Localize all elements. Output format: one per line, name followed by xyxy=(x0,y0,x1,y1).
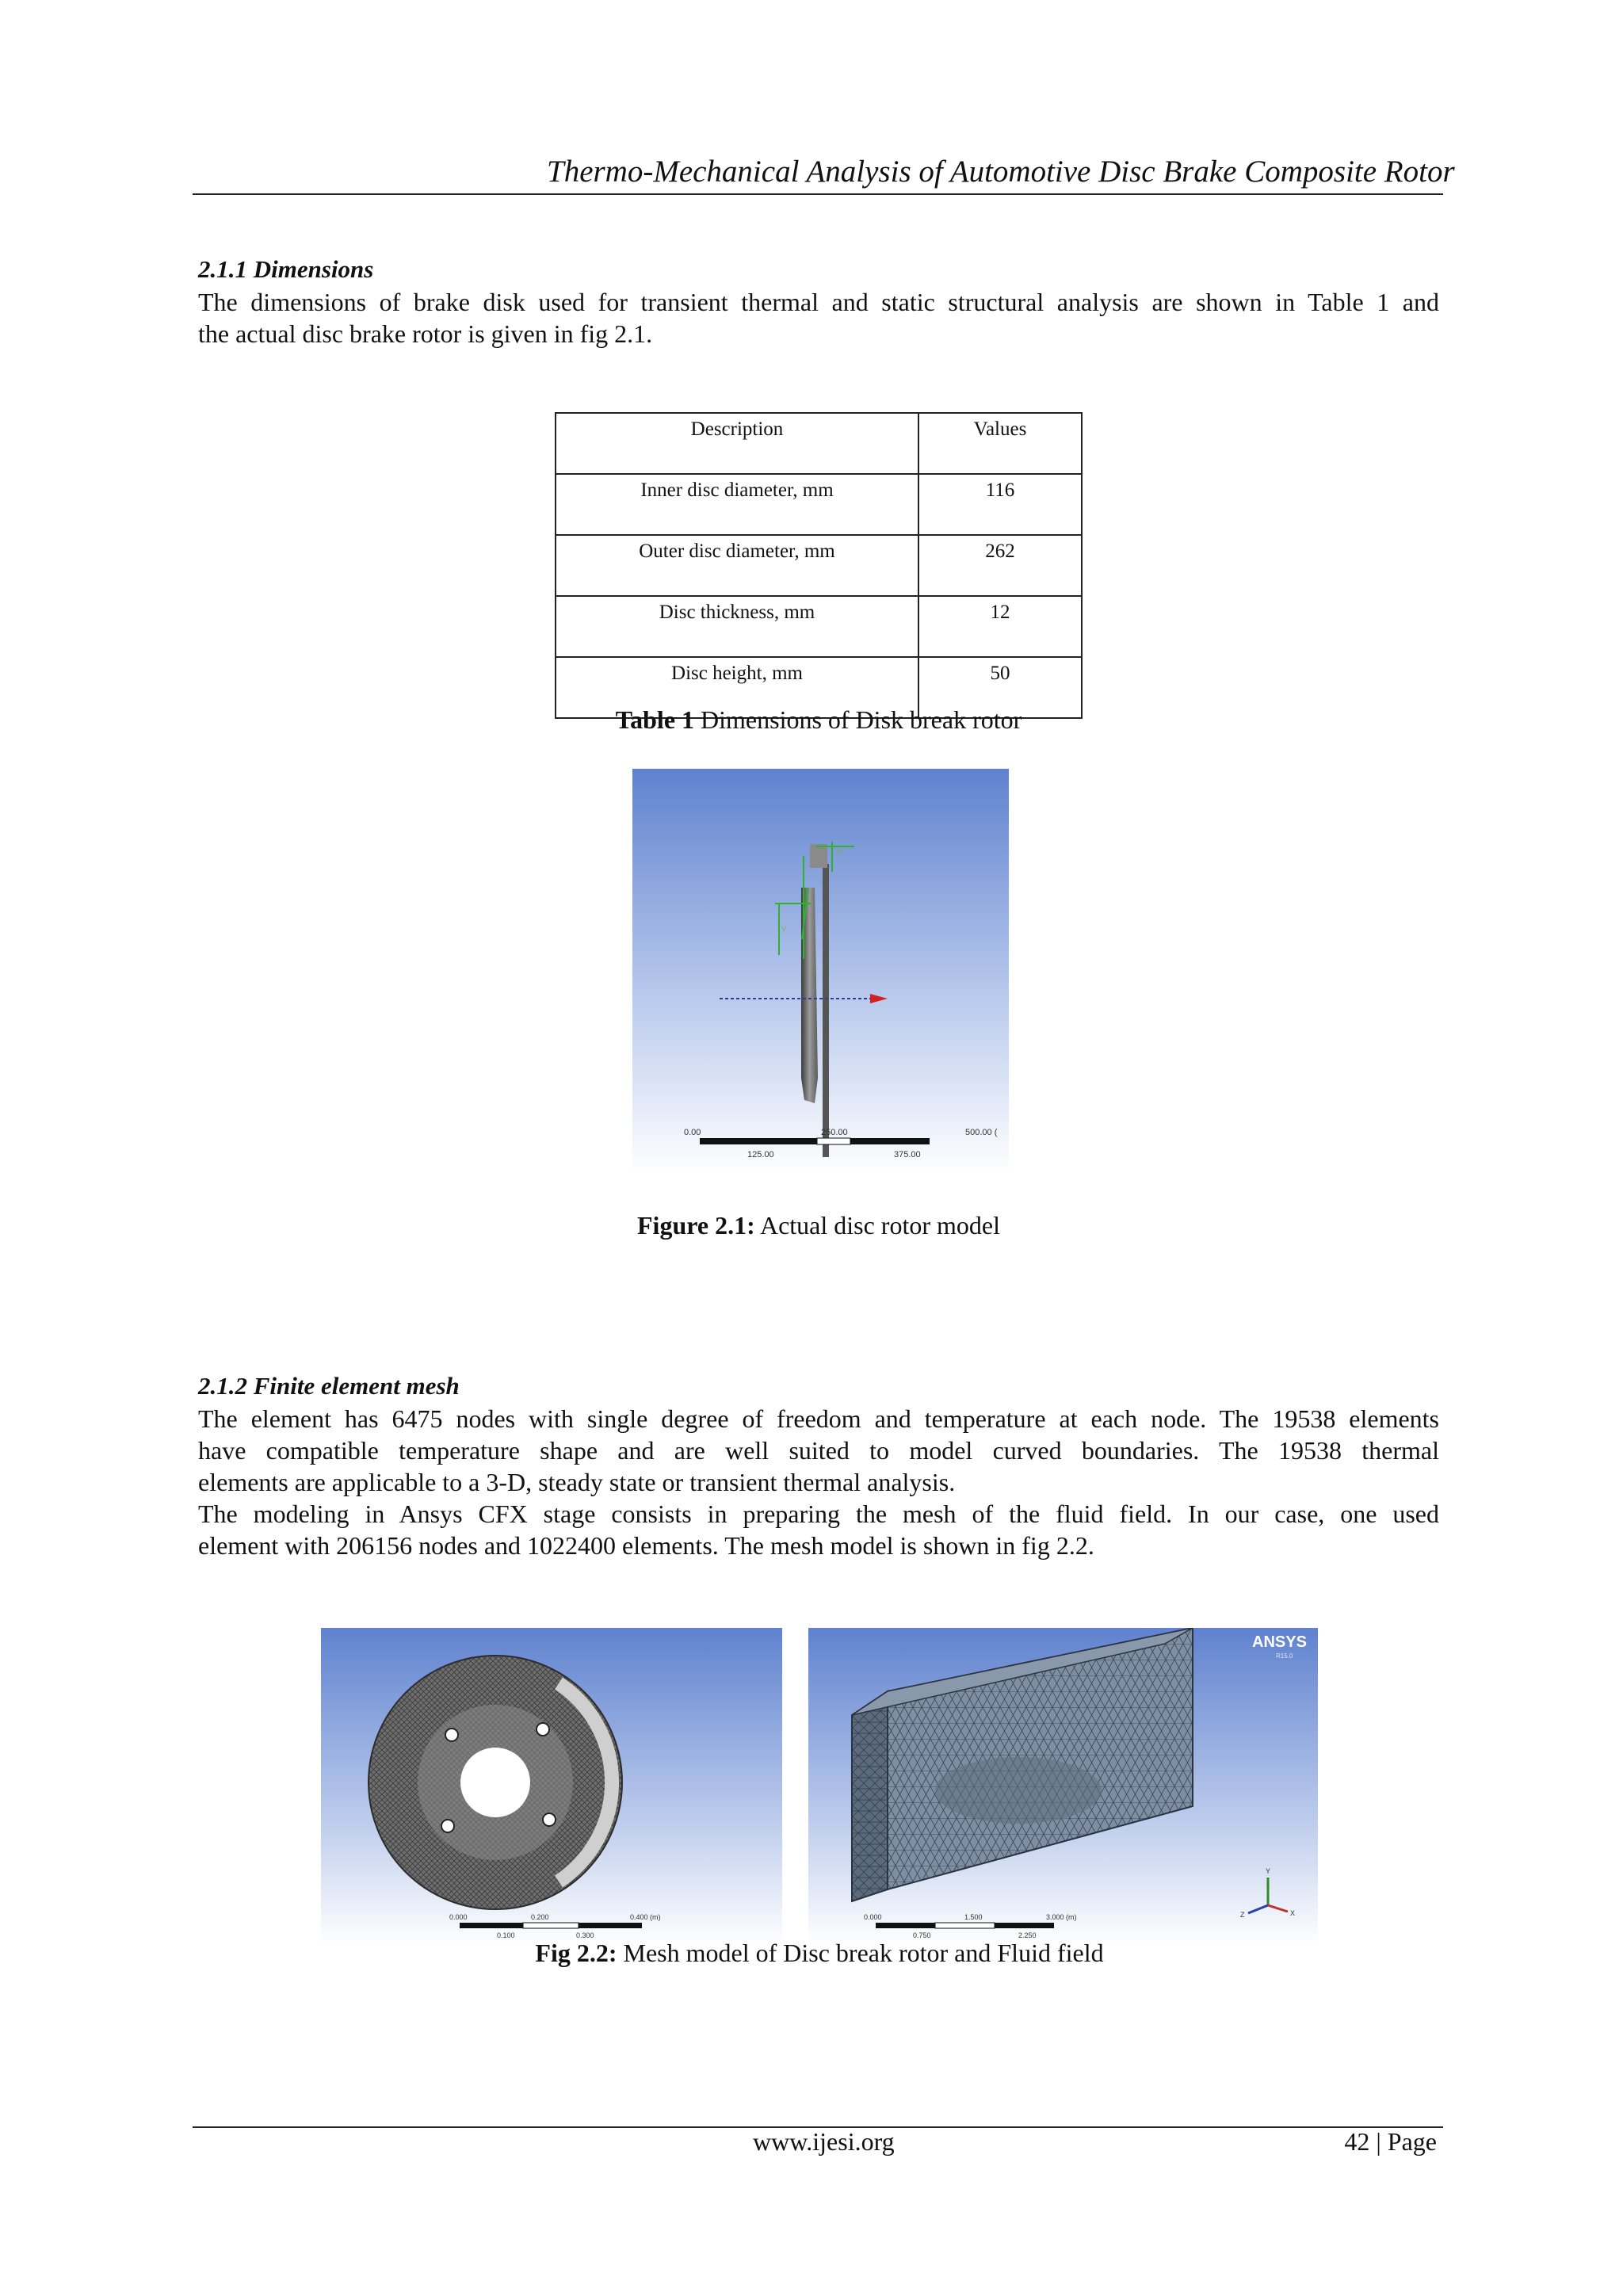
table-row xyxy=(556,535,1082,596)
fluid-mesh-image xyxy=(808,1628,1318,1945)
table-cell: 262 xyxy=(918,535,1082,596)
caption-text: Dimensions of Disk break rotor xyxy=(694,705,1022,734)
paragraph-line: elements are applicable to a 3-D, steady state or transient thermal analysis. xyxy=(198,1468,956,1496)
mesh-paragraph xyxy=(198,1403,1439,1561)
paragraph-line: The dimensions of brake disk used for transient thermal and static structural analysis are shown in Table 1 and xyxy=(198,288,1439,316)
scale-label: 2.250 xyxy=(1018,1931,1037,1939)
table-header-cell: Description xyxy=(556,413,918,474)
scale-label: 0.200 xyxy=(531,1913,549,1921)
ansys-logo: ANSYS xyxy=(1252,1633,1307,1651)
table-cell: Disc height, mm xyxy=(556,657,918,718)
paragraph-line: The modeling in Ansys CFX stage consists in preparing the mesh of the fluid field. In our case, one used xyxy=(198,1499,1439,1528)
axis-label: Y xyxy=(1266,1867,1271,1875)
scale-label: 0.100 xyxy=(497,1931,515,1939)
table-cell: Disc thickness, mm xyxy=(556,596,918,657)
table-header-cell: Values xyxy=(918,413,1082,474)
caption-label: Fig 2.2: xyxy=(535,1939,617,1967)
dimensions-table xyxy=(555,412,1083,719)
figure-fluid-mesh xyxy=(808,1628,1318,1945)
table-header-row xyxy=(556,413,1082,474)
table-row xyxy=(556,474,1082,535)
header-rule xyxy=(193,193,1443,195)
paragraph-line: have compatible temperature shape and are well suited to model curved boundaries. The 19538 thermal xyxy=(198,1436,1439,1465)
scale-label: 0.300 xyxy=(576,1931,594,1939)
table-row xyxy=(556,596,1082,657)
figure-caption xyxy=(321,1939,1318,1968)
table-cell: Outer disc diameter, mm xyxy=(556,535,918,596)
scale-label: 3.000 (m) xyxy=(1046,1913,1077,1921)
scale-label: 0.400 (m) xyxy=(630,1913,661,1921)
scale-label: 1.500 xyxy=(964,1913,983,1921)
scale-label: 250.00 xyxy=(821,1128,848,1137)
scale-label: 0.750 xyxy=(913,1931,931,1939)
scale-label: 0.000 xyxy=(864,1913,882,1921)
svg-text:V: V xyxy=(781,925,787,933)
section-heading-dimensions: 2.1.1 Dimensions xyxy=(198,255,374,283)
table-cell: 50 xyxy=(918,657,1082,718)
dimensions-paragraph xyxy=(198,286,1439,350)
section-heading-mesh: 2.1.2 Finite element mesh xyxy=(198,1372,460,1400)
paragraph-line: the actual disc brake rotor is given in fig 2.1. xyxy=(198,319,653,348)
table-cell: Inner disc diameter, mm xyxy=(556,474,918,535)
figure-caption xyxy=(555,1211,1083,1240)
caption-label: Table 1 xyxy=(615,705,695,734)
caption-text: Actual disc rotor model xyxy=(754,1211,1000,1240)
scale-label: 125.00 xyxy=(747,1150,774,1159)
svg-text:R: R xyxy=(837,848,842,856)
rotor-side-view-image xyxy=(632,769,1009,1175)
page-number: 42 | Page xyxy=(1344,2127,1437,2156)
ansys-version: R15.0 xyxy=(1276,1652,1293,1660)
figure-disc-rotor-model xyxy=(632,769,1009,1175)
scale-label: 500.00 ( xyxy=(965,1128,998,1137)
scale-label: 0.000 xyxy=(449,1913,468,1921)
table-caption xyxy=(555,705,1083,735)
axis-label: X xyxy=(1290,1909,1296,1917)
disc-mesh-image xyxy=(321,1628,782,1945)
table-cell: 116 xyxy=(918,474,1082,535)
paragraph-line: The element has 6475 nodes with single degree of freedom and temperature at each node. The 19538 elements xyxy=(198,1404,1439,1433)
table-cell: 12 xyxy=(918,596,1082,657)
figure-disc-mesh xyxy=(321,1628,782,1945)
footer-url: www.ijesi.org xyxy=(753,2127,895,2156)
scale-label: 375.00 xyxy=(894,1150,921,1159)
paragraph-line: element with 206156 nodes and 1022400 elements. The mesh model is shown in fig 2.2. xyxy=(198,1531,1094,1560)
caption-label: Figure 2.1: xyxy=(637,1211,755,1240)
running-title: Thermo-Mechanical Analysis of Automotive Disc Brake Composite Rotor xyxy=(547,155,1455,189)
axis-label: Z xyxy=(1240,1911,1245,1919)
caption-text: Mesh model of Disc break rotor and Fluid field xyxy=(617,1939,1104,1967)
scale-label: 0.00 xyxy=(684,1128,701,1137)
